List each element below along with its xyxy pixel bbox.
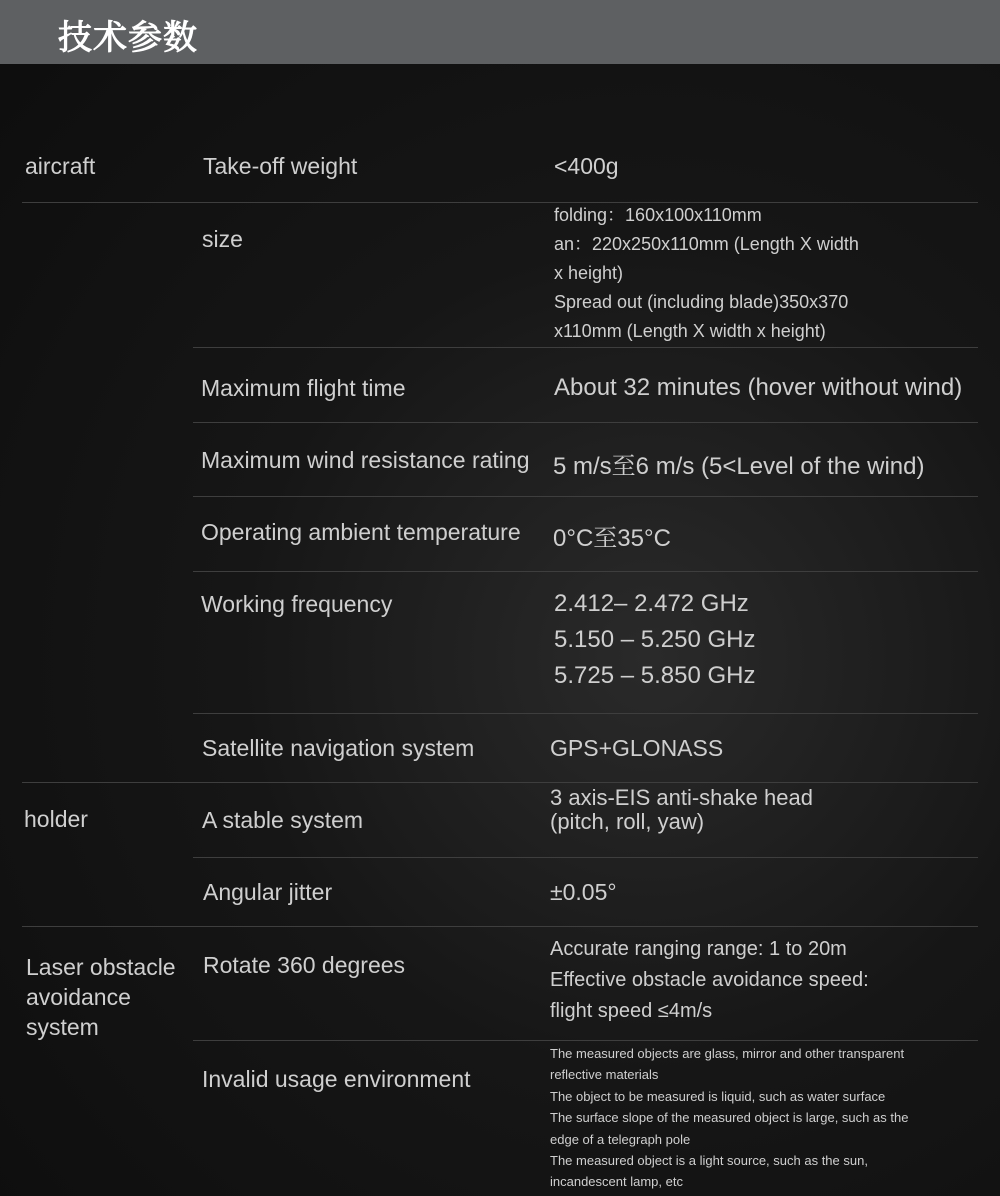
spec-label-size: size (202, 226, 243, 252)
category-holder: holder (24, 806, 88, 832)
spec-value-temperature: 0°C至35°C (553, 525, 671, 552)
spec-label-wind-resistance: Maximum wind resistance rating (201, 447, 530, 473)
row-divider (193, 422, 978, 423)
category-aircraft: aircraft (25, 153, 96, 179)
spec-value-size: folding：160x100x110mm an：220x250x110mm (Length X width x height) Spread out (including blade)350x370 x110mm (Length X width x height) (554, 205, 859, 341)
spec-label-takeoff-weight: Take-off weight (203, 153, 358, 179)
page-title: 技术参数 (58, 18, 198, 58)
category-laser-obstacle-avoidance: Laser obstacle avoidance system (26, 954, 176, 1040)
spec-label-invalid-environment: Invalid usage environment (202, 1066, 471, 1092)
spec-value-angular-jitter: ±0.05° (550, 879, 617, 905)
spec-value-navigation: GPS+GLONASS (550, 735, 724, 761)
row-divider (193, 1040, 978, 1041)
spec-value-takeoff-weight: <400g (554, 153, 619, 179)
row-divider (22, 782, 978, 783)
spec-value-frequency: 2.412– 2.472 GHz 5.150 – 5.250 GHz 5.725 – 5.850 GHz (554, 590, 756, 689)
row-divider (193, 857, 978, 858)
spec-label-flight-time: Maximum flight time (201, 375, 406, 401)
page-header (0, 0, 1000, 64)
spec-label-stable-system: A stable system (202, 807, 364, 833)
spec-label-frequency: Working frequency (201, 591, 393, 617)
spec-value-flight-time: About 32 minutes (hover without wind) (554, 374, 963, 401)
spec-label-angular-jitter: Angular jitter (203, 879, 333, 905)
row-divider (193, 496, 978, 497)
row-divider (193, 713, 978, 714)
spec-value-invalid-environment: The measured objects are glass, mirror and other transparent reflective materials The object to be measured is liquid, such as water surface The surface slope of the measured object is large, such as the edge of a telegraph pole The measured object is a light source, such as the sun, incandescent lamp, etc (550, 1046, 909, 1190)
row-divider (22, 926, 978, 927)
spec-value-rotate: Accurate ranging range: 1 to 20m Effective obstacle avoidance speed: flight speed ≤4m/s (550, 938, 869, 1022)
spec-value-wind-resistance: 5 m/s至6 m/s (5<Level of the wind) (553, 453, 925, 480)
row-divider (193, 347, 978, 348)
spec-label-navigation: Satellite navigation system (202, 735, 475, 761)
row-divider (193, 571, 978, 572)
spec-label-rotate: Rotate 360 degrees (203, 952, 406, 978)
spec-label-temperature: Operating ambient temperature (201, 519, 521, 545)
spec-value-stable-system: 3 axis-EIS anti-shake head (pitch, roll, yaw) (550, 785, 813, 834)
